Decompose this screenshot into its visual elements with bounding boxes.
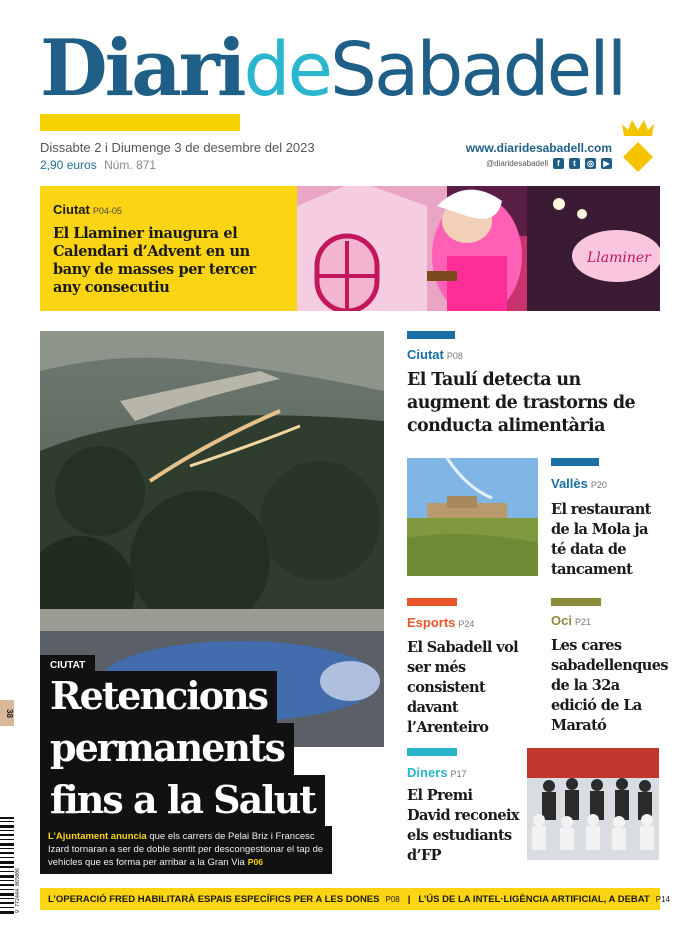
masthead-sabadell: Sabadell [330,27,625,113]
main-lead [40,826,332,874]
masthead-diari: Diari [40,23,244,114]
mola-section: Vallès P20 [551,476,607,491]
main-headline[interactable] [40,671,340,827]
section-color-bar [407,598,457,606]
banner-section: Ciutat P04-05 [53,202,122,217]
esports-headline[interactable]: El Sabadell vol ser més consistent davant l’Arenteiro [407,639,519,736]
diners-headline[interactable]: El Premi David reconeix els estudiants d’FP [407,787,519,864]
masthead-logo [40,23,660,114]
social-bar [486,158,612,169]
main-headline-line: fins a la Salut [40,775,325,827]
website-link[interactable]: www.diaridesabadell.com [465,141,612,155]
issue-tag: 38 [0,700,14,726]
main-lead-text: que els carrers de Pelai Briz i Francesc Izard tornaran a ser de doble sentit per descongestionar el tap de vehicles que es forma per arribar a la Gran Via [48,831,324,868]
footer-strip [40,888,670,910]
footer-item-1-page: P08 [385,894,400,904]
masthead-yellow-bar [40,114,240,131]
main-kicker: CIUTAT [40,655,95,676]
top-banner[interactable] [40,186,660,311]
section-color-bar [407,748,457,756]
main-headline-line: Retencions [40,671,277,723]
banner-text-box [40,186,297,311]
barcode-icon [0,815,22,915]
section-color-bar [551,458,599,466]
tauli-headline[interactable]: El Taulí detecta un augment de trastorns de conducta alimentària [407,370,636,436]
instagram-icon[interactable]: ◎ [585,158,596,169]
social-handle: @diaridesabadell [486,159,548,168]
footer-item-2-page: P14 [655,894,670,904]
section-color-bar [407,331,455,339]
mola-headline[interactable]: El restaurant de la Mola ja té data de tancament [551,501,651,578]
banner-photo-llaminer [297,186,660,311]
esports-section: Esports P24 [407,615,475,630]
footer-separator: | [407,893,411,905]
twitter-icon[interactable]: t [569,158,580,169]
main-lead-highlight: L’Ajuntament anuncia [48,831,147,842]
section-color-bar [551,598,601,606]
barcode-number: 9 772444 065006 [15,867,21,913]
youtube-icon[interactable]: ▶ [601,158,612,169]
masthead-de: de [243,27,331,113]
banner-pages: P04-05 [92,206,122,216]
tauli-section: Ciutat P08 [407,347,463,362]
price: 2,90 euros [40,158,97,172]
oci-headline[interactable]: Les cares sabadellenques de la 32a edició de La Marató [551,637,668,734]
crest-icon [620,118,656,178]
footer-item-2[interactable]: L’ÚS DE LA INTEL·LIGÈNCIA ARTIFICIAL, A DEBAT [418,893,650,905]
mola-photo [407,458,538,576]
main-headline-line: permanents [40,723,294,775]
diners-section: Diners P17 [407,765,467,780]
footer-item-1[interactable]: L’OPERACIÓ FRED HABILITARÀ ESPAIS ESPECÍFICS PER A LES DONES [48,893,380,905]
issue-date: Dissabte 2 i Diumenge 3 de desembre del 2023 [40,140,315,155]
banner-sign-text: Llaminer [587,250,651,266]
price-and-number [40,158,156,172]
fp-award-photo [527,748,659,860]
oci-section: Oci P21 [551,613,591,628]
main-lead-page: P06 [247,857,263,867]
banner-headline[interactable]: El Llaminer inaugura el Calendari d’Advent en un bany de masses per tercer any consecutiu [53,225,256,296]
issue-number: Núm. 871 [104,158,157,172]
facebook-icon[interactable]: f [553,158,564,169]
